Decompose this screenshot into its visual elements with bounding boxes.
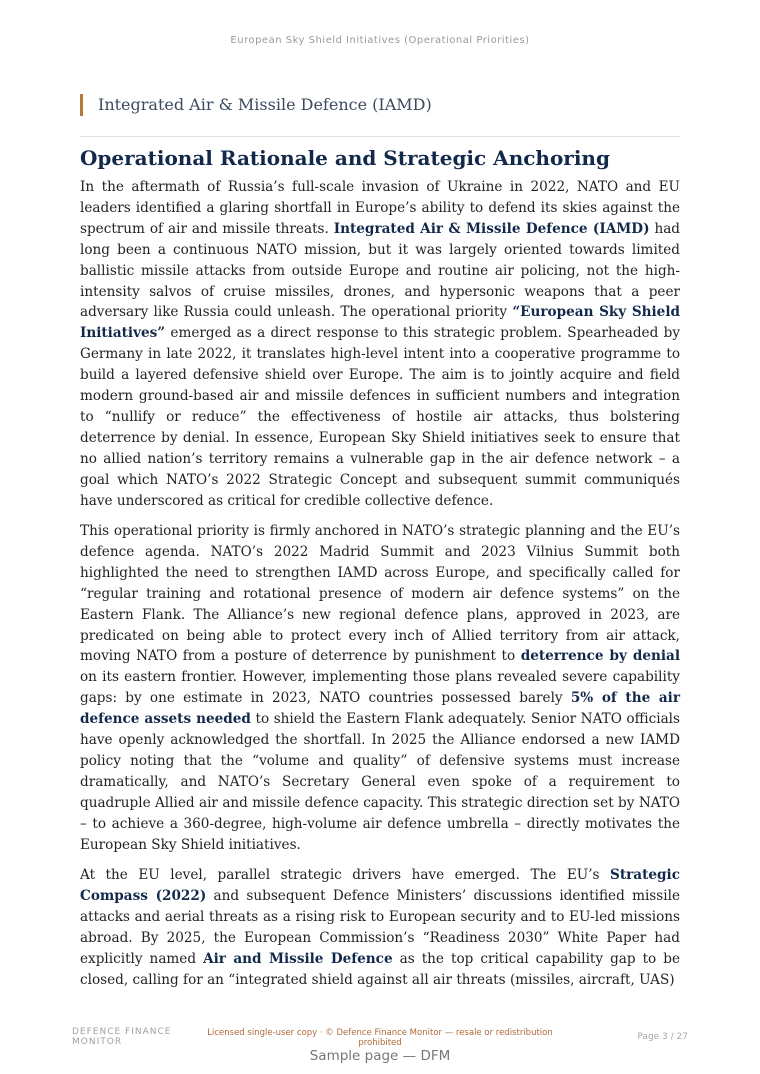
footer-license: Licensed single-user copy · © Defence Finance Monitor — resale or redistribution prohibited [207, 1028, 553, 1048]
divider [80, 136, 680, 137]
running-header: European Sky Shield Initiatives (Operational Priorities) [230, 35, 530, 46]
text-run: had long been a continuous NATO mission, but it was largely oriented towards limited ballistic missile attacks from outside Europe and routine air policing, not the high-intensity salvos of cruise missiles, drones, and hypersonic weapons that a peer adversary like Russia could unleash. The operational priority [80, 220, 680, 321]
bold-phrase: 5% of the air defence assets needed [80, 690, 680, 728]
paragraph [80, 521, 680, 856]
bold-phrase: Strategic Compass (2022) [80, 867, 680, 904]
bold-phrase: deterrence by denial [520, 648, 680, 665]
text-run: This operational priority is firmly anchored in NATO’s strategic planning and the EU’s defence agenda. NATO’s 2022 Madrid Summit and 2023 Vilnius Summit both highlighted the need to strengthen IAMD across Europe, and specifically called for “regular training and rotational presence of modern air defence systems” on the Eastern Flank. The Alliance’s new regional defence plans, approved in 2023, are predicated on being able to protect every inch of Allied territory from air attack, moving NATO from a posture of deterrence by punishment to [80, 523, 680, 665]
text-run: on its eastern frontier. However, implementing those plans revealed severe capability gaps: by one estimate in 2023, NATO countries possessed barely [80, 669, 680, 707]
text-run: and subsequent Defence Ministers’ discussions identified missile attacks and aerial threats as a rising risk to European security and to EU-led missions abroad. By 2025, the European Commission’s “Readiness 2030” White Paper had explicitly named [80, 887, 680, 967]
section-tag: Integrated Air & Missile Defence (IAMD) [80, 94, 680, 116]
footer-brand: DEFENCE FINANCE MONITOR [72, 1027, 172, 1047]
bold-phrase: Integrated Air & Missile Defence (IAMD) [333, 220, 650, 237]
bold-phrase: Air and Missile Defence [203, 950, 393, 967]
page-number: Page 3 / 27 [637, 1032, 688, 1042]
bold-phrase: “European Sky Shield Initiatives” [80, 304, 681, 342]
paragraph [80, 865, 680, 990]
text-run: emerged as a direct response to this strategic problem. Spearheaded by Germany in late 2022, it translates high-level intent into a cooperative programme to build a layered defensive shield over Europe. The aim is to jointly acquire and field modern ground-based air and missile defences in sufficient numbers and integration to “nullify or reduce” the effectiveness of hostile air attacks, thus bolstering deterrence by denial. In essence, European Sky Shield initiatives seek to ensure that no allied nation’s territory remains a vulnerable gap in the air defence network – a goal which NATO’s 2022 Strategic Concept and subsequent summit communiqués have underscored as critical for credible collective defence. [80, 325, 680, 509]
paragraph [80, 177, 680, 512]
page-title: Operational Rationale and Strategic Anchoring [80, 146, 610, 170]
sample-page-label: Sample page — DFM [309, 1048, 451, 1064]
text-run: In the aftermath of Russia’s full-scale invasion of Ukraine in 2022, NATO and EU leaders identified a glaring shortfall in Europe’s ability to defend its skies against the spectrum of air and missile threats. [80, 179, 680, 237]
text-run: At the EU level, parallel strategic drivers have emerged. The EU’s [80, 867, 611, 883]
text-run: as the top critical capability gap to be closed, calling for an “integrated shield against all air threats (missiles, aircraft, UAS) [80, 950, 680, 988]
text-run: to shield the Eastern Flank adequately. Senior NATO officials have openly acknowledged the shortfall. In 2025 the Alliance endorsed a new IAMD policy noting that the “volume and quality” of defensive systems must increase dramatically, and NATO’s Secretary General even spoke of a requirement to quadruple Allied air and missile defence capacity. This strategic direction set by NATO – to achieve a 360-degree, high-volume air defence umbrella – directly motivates the European Sky Shield initiatives. [80, 711, 680, 853]
body-text [80, 177, 680, 1000]
